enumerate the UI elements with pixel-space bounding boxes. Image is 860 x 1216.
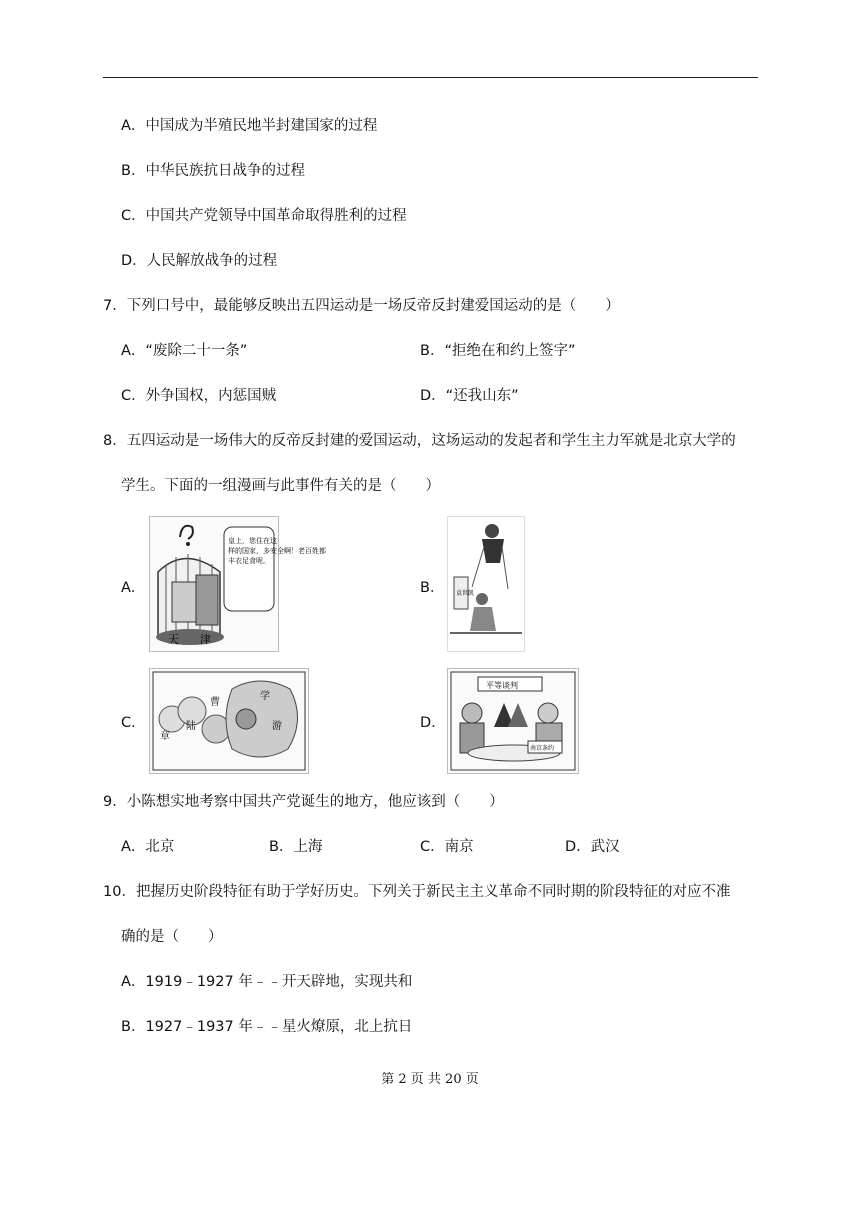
q6-option-b: B．中华民族抗日战争的过程: [121, 163, 305, 179]
cartoon-d-banner: 平等谈判: [486, 681, 518, 690]
q7-option-a: A．“废除二十一条”: [121, 343, 248, 359]
cartoon-b-sign: 袁世凯: [456, 590, 475, 597]
q9-option-b: B．上海: [269, 839, 323, 855]
cartoon-a-drawing: [150, 517, 326, 651]
cartoon-c-char-1: 章: [160, 731, 170, 742]
cartoon-a-speech-3: 丰衣足食呢。: [228, 557, 270, 565]
q10-stem-line2: 确的是（ ）: [121, 929, 223, 945]
cartoon-d-image: [447, 668, 579, 774]
q9-stem: 9．小陈想实地考察中国共产党诞生的地方，他应该到（ ）: [103, 794, 504, 810]
q7-option-c: C．外争国权，内惩国贼: [121, 388, 277, 404]
q8-label-b: B．: [420, 580, 445, 596]
q10-option-b: B．1927﹣1937 年﹣﹣星火燎原，北上抗日: [121, 1019, 413, 1035]
cartoon-d-drawing: [448, 669, 578, 773]
q10-option-a: A．1919﹣1927 年﹣﹣开天辟地，实现共和: [121, 974, 413, 990]
header-rule: [103, 77, 758, 78]
cartoon-a-speech-2: 样的国家，多安全啊！老百姓都: [228, 547, 326, 555]
q8-label-c: C．: [121, 715, 146, 731]
q10-stem-line1: 10．把握历史阶段特征有助于学好历史。下列关于新民主主义革命不同时期的阶段特征的对应不准: [103, 884, 731, 900]
cartoon-c-char-5: 游: [272, 721, 282, 732]
cartoon-a-image: [149, 516, 326, 652]
cartoon-c-image: [149, 668, 309, 774]
q6-option-d: D．人民解放战争的过程: [121, 253, 278, 269]
q6-option-c: C．中国共产党领导中国革命取得胜利的过程: [121, 208, 407, 224]
q9-option-c: C．南京: [420, 839, 474, 855]
cartoon-c-drawing: [150, 669, 308, 773]
cartoon-c-char-2: 陆: [186, 721, 196, 732]
q7-option-b: B．“拒绝在和约上签字”: [420, 343, 576, 359]
q9-option-a: A．北京: [121, 839, 175, 855]
cartoon-c-char-3: 曹: [210, 697, 220, 708]
cartoon-c-char-4: 学: [260, 691, 270, 702]
cartoon-a-speech-1: 皇上，您住在这: [228, 537, 277, 545]
cartoon-a-cage-label: 天: [168, 633, 179, 646]
q7-option-d: D．“还我山东”: [420, 388, 519, 404]
q8-stem-line1: 8．五四运动是一场伟大的反帝反封建的爱国运动，这场运动的发起者和学生主力军就是北京大学的: [103, 433, 736, 449]
cartoon-d-sign: 南京条约: [530, 745, 555, 752]
q7-stem: 7．下列口号中，最能够反映出五四运动是一场反帝反封建爱国运动的是（ ）: [103, 298, 620, 314]
q6-option-a: A．中国成为半殖民地半封建国家的过程: [121, 118, 378, 134]
q8-label-a: A．: [121, 580, 146, 596]
q8-stem-line2: 学生。下面的一组漫画与此事件有关的是（ ）: [121, 478, 440, 494]
cartoon-a-sign: 津: [200, 633, 211, 646]
q9-option-d: D．武汉: [565, 839, 620, 855]
cartoon-b-image: [447, 516, 525, 652]
q8-label-d: D．: [420, 715, 446, 731]
cartoon-b-drawing: [448, 517, 524, 651]
page-footer: 第 2 页 共 20 页: [381, 1072, 479, 1087]
